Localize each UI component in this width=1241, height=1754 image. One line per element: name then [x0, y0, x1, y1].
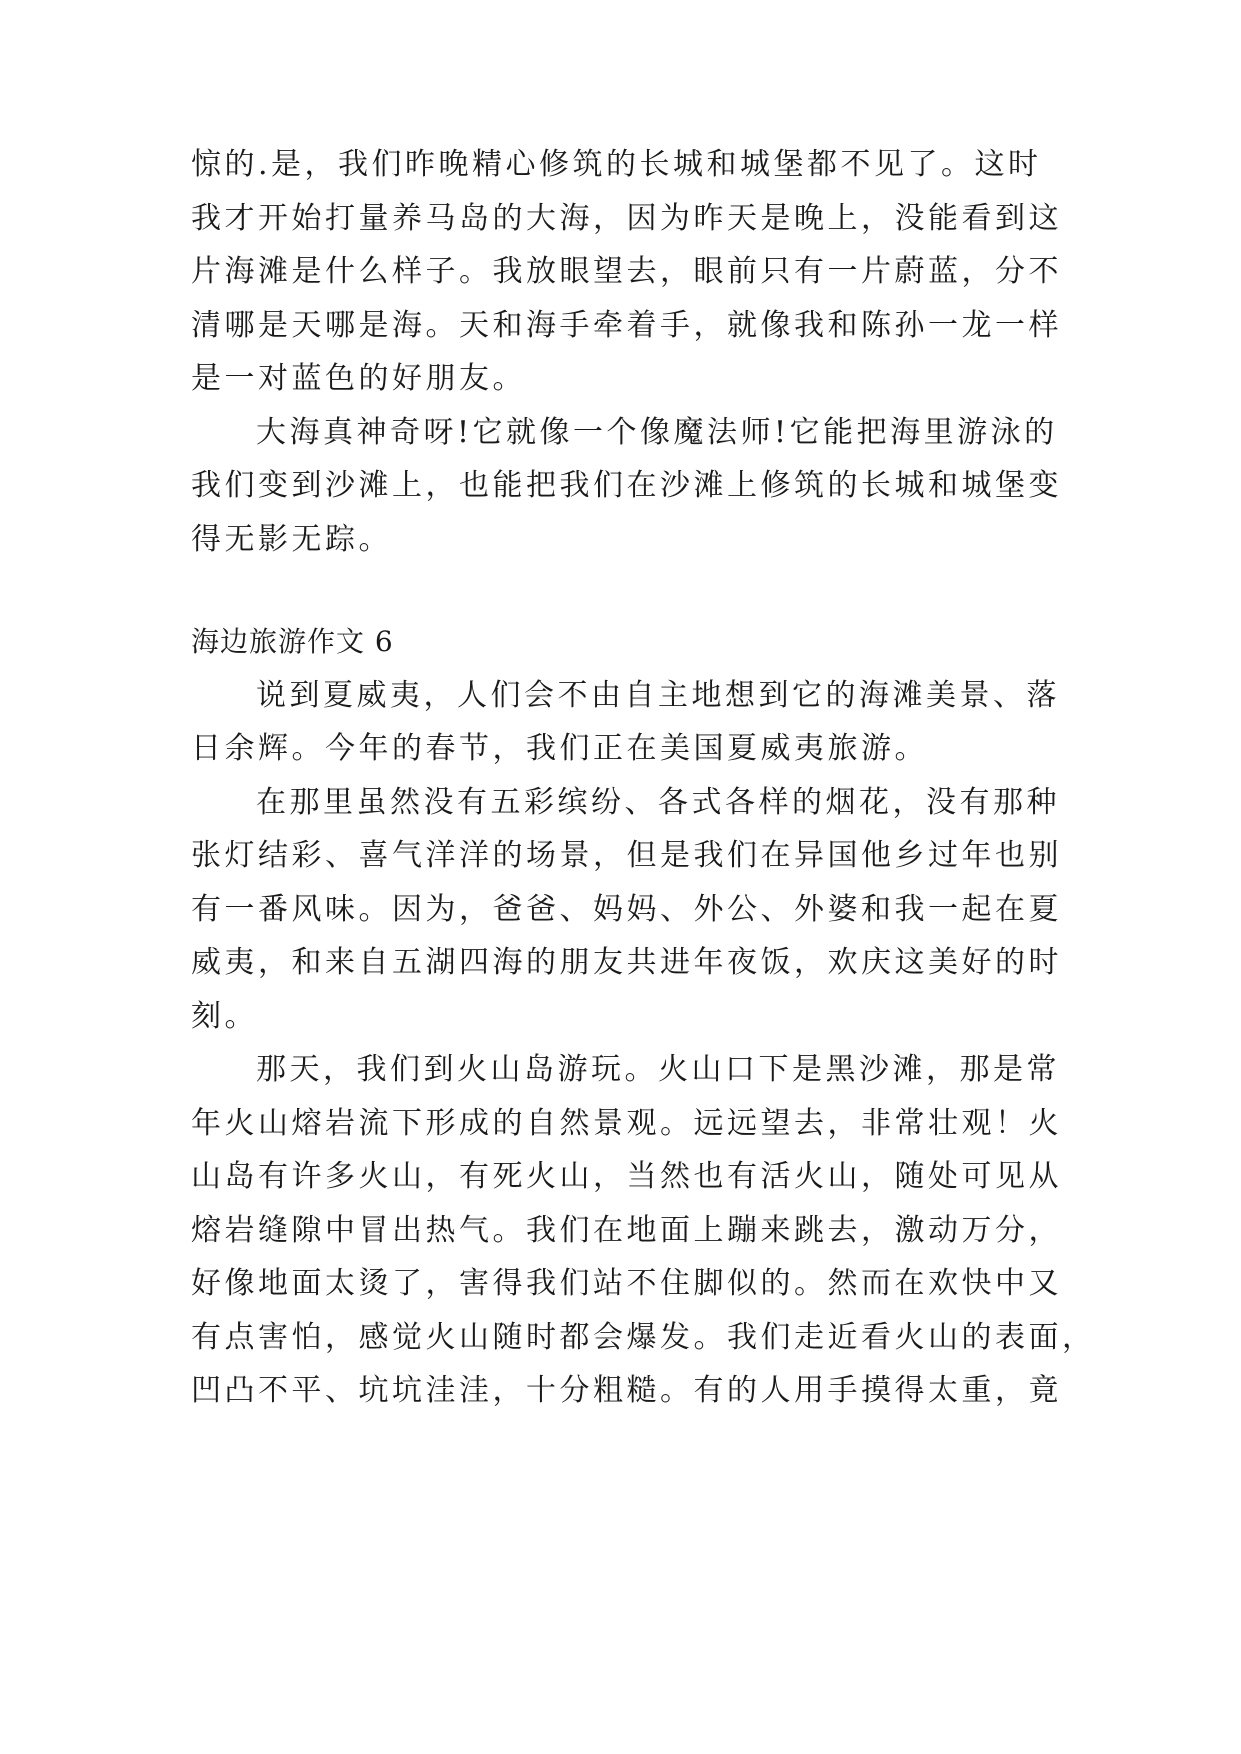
text-line: 惊的.是，我们昨晚精心修筑的长城和城堡都不见了。这时 [191, 147, 1042, 182]
text-line: 我才开始打量养马岛的大海，因为昨天是晚上，没能看到这 [191, 201, 1062, 236]
text-line: 在那里虽然没有五彩缤纷、各式各样的烟花，没有那种 [256, 785, 1060, 820]
text-line: 年火山熔岩流下形成的自然景观。远远望去，非常壮观！火 [191, 1106, 1062, 1141]
text-line: 日余辉。今年的春节，我们正在美国夏威夷旅游。 [191, 731, 928, 766]
text-line: 凹凸不平、坑坑洼洼，十分粗糙。有的人用手摸得太重，竟 [191, 1373, 1062, 1408]
text-line: 刻。 [191, 999, 258, 1034]
text-line: 威夷，和来自五湖四海的朋友共进年夜饭，欢庆这美好的时 [191, 945, 1062, 980]
text-line: 山岛有许多火山，有死火山，当然也有活火山，随处可见从 [191, 1159, 1062, 1194]
text-line: 说到夏威夷，人们会不由自主地想到它的海滩美景、落 [256, 678, 1060, 713]
text-line: 熔岩缝隙中冒出热气。我们在地面上蹦来跳去，激动万分， [191, 1213, 1062, 1248]
text-line: 清哪是天哪是海。天和海手牵着手，就像我和陈孙一龙一样 [191, 308, 1062, 343]
text-line: 好像地面太烫了，害得我们站不住脚似的。然而在欢快中又 [191, 1266, 1062, 1301]
text-line: 得无影无踪。 [191, 522, 392, 557]
text-line: 张灯结彩、喜气洋洋的场景，但是我们在异国他乡过年也别 [191, 838, 1062, 873]
text-line: 片海滩是什么样子。我放眼望去，眼前只有一片蔚蓝，分不 [191, 254, 1062, 289]
text-line: 大海真神奇呀!它就像一个像魔法师!它能把海里游泳的 [256, 415, 1058, 450]
text-line: 那天，我们到火山岛游玩。火山口下是黑沙滩，那是常 [256, 1052, 1060, 1087]
text-line: 有一番风味。因为，爸爸、妈妈、外公、外婆和我一起在夏 [191, 892, 1062, 927]
text-line: 我们变到沙滩上，也能把我们在沙滩上修筑的长城和城堡变 [191, 468, 1062, 503]
section-title: 海边旅游作文 6 [191, 625, 394, 658]
text-line: 是一对蓝色的好朋友。 [191, 361, 526, 396]
text-line: 有点害怕，感觉火山随时都会爆发。我们走近看火山的表面， [191, 1320, 1096, 1355]
